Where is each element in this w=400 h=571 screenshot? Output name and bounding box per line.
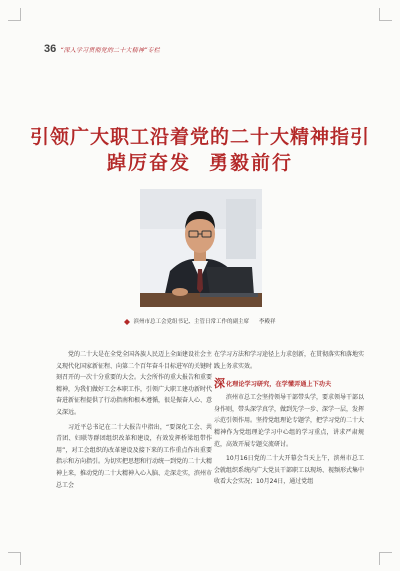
article-body-right-column bbox=[214, 349, 364, 488]
body-paragraph: 党的二十大是在全党全国各族人民迈上全面建设社会主义现代化国家新征程、向第二个百年奋斗目标进军的关键时刻召开的一次十分重要的大会。大会所作的重大报告和重要精神，为我们做好工会本职工作，引领广大职工建功新时代奋进新征程提供了行动指南和根本遵循，很是振奋人心、意义深远。 bbox=[56, 351, 213, 416]
subheading-initial: 深 bbox=[214, 377, 225, 391]
title-part2: 勇毅前行 bbox=[209, 152, 294, 174]
article-title-line1: 引领广大职工沿着党的二十大精神指引 bbox=[29, 126, 370, 148]
caption-marker-icon bbox=[124, 319, 130, 325]
section-subheading bbox=[214, 378, 364, 389]
running-header bbox=[44, 42, 160, 56]
article-title-line2 bbox=[0, 148, 400, 175]
photo-caption bbox=[0, 317, 400, 325]
crop-mark-top-right bbox=[379, 8, 392, 21]
body-paragraph: 滨州市总工会坚持领导干部带头学，要求领导干部以身作则，带头深学真学，做到先学一步、深学一层，发挥示范引领作用。坚持党组理论专题学，把学习党的二十大精神作为党组理论学习中心组的学习重点，讲求严肃规范，高效开展专题交流研讨。 bbox=[214, 394, 365, 448]
author-portrait-photo bbox=[140, 189, 262, 307]
column-title: “深入学习贯彻党的二十大精神”专栏 bbox=[60, 46, 160, 54]
body-paragraph: 10月16日党的二十大开幕会当天上午，滨州市总工会就组织系统内广大党员干部职工以现场、视频形式集中收看大会实况；10月24日，通过党组 bbox=[214, 455, 365, 486]
article-body-left-column bbox=[56, 349, 212, 491]
body-paragraph: 在学习方法和学习途径上力求创新，在贯彻落实和落地实践上务求实效。 bbox=[214, 351, 365, 370]
crop-mark-bottom-right bbox=[379, 552, 392, 565]
photo-caption-text: 滨州市总工会党组书记、主管日常工作的副主席 bbox=[133, 319, 249, 325]
title-part1: 踔厉奋发 bbox=[106, 152, 191, 174]
subheading-text: 化理论学习研究，在学懂弄通上下功夫 bbox=[226, 381, 332, 389]
page-number: 36 bbox=[44, 43, 57, 55]
body-paragraph: 习近平总书记在二十大报告中指出，“要深化工会、共青团、妇联等群团组织改革和建设，有效发挥桥梁纽带作用”，对工会组织的改革建设及接下来的工作重点作出重要指示和方向指引。为切实把思想和行动统一到党的二十大精神上来，推动党的二十大精神入心入脑、走深走实，滨州市总工会 bbox=[56, 423, 213, 489]
photo-caption-name: 李殿祥 bbox=[259, 319, 276, 325]
crop-mark-top-left bbox=[8, 8, 21, 21]
crop-mark-bottom-left bbox=[8, 552, 21, 565]
